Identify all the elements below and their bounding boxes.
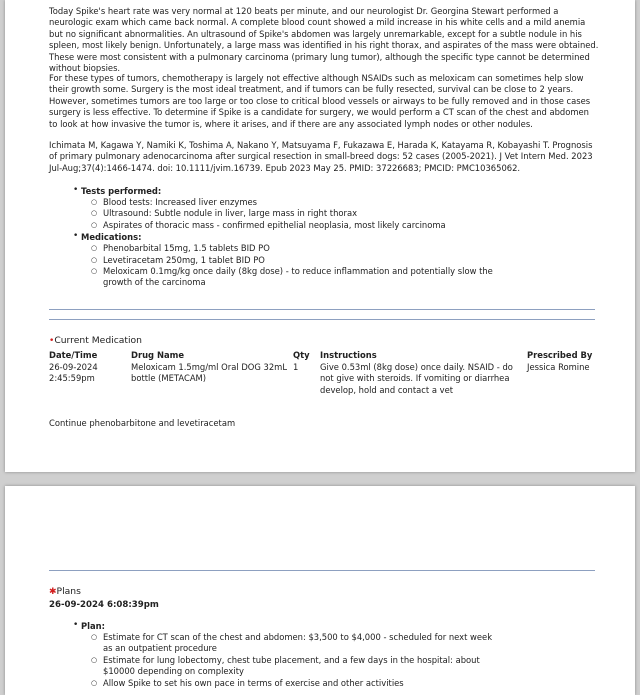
list-item: ○ Ultrasound: Subtle nodule in liver, large mass in right thorax bbox=[103, 208, 561, 219]
list-item: ○ Aspirates of thoracic mass - confirmed epithelial neoplasia, most likely carcinoma bbox=[103, 220, 561, 231]
plans-datetime: 26-09-2024 6:08:39pm bbox=[49, 600, 159, 610]
current-medication-title: •Current Medication bbox=[49, 335, 142, 346]
plan-heading: • Plan: bbox=[81, 621, 105, 631]
plan-list bbox=[81, 620, 521, 689]
list-item: ○ Phenobarbital 15mg, 1.5 tablets BID PO bbox=[103, 243, 523, 254]
pin-marker-icon: ✱ bbox=[49, 587, 57, 597]
plan-section bbox=[81, 620, 521, 689]
medications-list bbox=[103, 243, 523, 289]
bullet-marker-icon: • bbox=[49, 336, 55, 346]
plan-items-list bbox=[103, 632, 503, 689]
column-header-date: Date/Time bbox=[49, 350, 98, 360]
list-item: ○ Estimate for lung lobectomy, chest tube placement, and a few days in the hospital: about $10000 depending on complexity bbox=[103, 655, 503, 678]
list-item: ○ Allow Spike to set his own pace in terms of exercise and other activities bbox=[103, 678, 503, 689]
cell-time: 2:45:59pm bbox=[49, 373, 95, 383]
treatment-paragraph: For these types of tumors, chemotherapy is largely not effective although NSAIDs such as meloxicam can sometimes help slow their growth some. Surgery is the most ideal treatment, and if tumors can be fully resected, survival can be close to 2 years. However, sometimes tumors are too large or too close to critical blood vessels or airways to be fully removed and in those cases surgery is less effective. To determine if Spike is a candidate for surgery, we would perform a CT scan of the chest and abdomen to look at how invasive the tumor is, where it arises, and if there are any associated lymph nodes or other nodules. bbox=[49, 73, 591, 129]
list-item: ○ Estimate for CT scan of the chest and abdomen: $3,500 to $4,000 - scheduled for next week as an outpatient procedure bbox=[103, 632, 503, 655]
findings-list bbox=[81, 185, 561, 289]
exam-summary-paragraph: Today Spike's heart rate was very normal at 120 beats per minute, and our neurologist Dr. Georgina Stewart performed a neurologic exam which came back normal. A complete blood count showed a mild increase in his white cells and a mild anemia but no significant abnormalities. An ultrasound of Spike's abdomen was largely unremarkable, except for a subtle nodule in his spleen, most likely benign. Unfortunately, a large mass was identified in his right thorax, and aspirates of the mass were obtained. These were most consistent with a pulmonary carcinoma (primary lung tumor), although the specific type cannot be determined without biopsies. bbox=[49, 6, 599, 74]
cell-prescribed: Jessica Romine bbox=[527, 362, 590, 372]
column-header-instructions: Instructions bbox=[320, 350, 377, 360]
cell-instructions: Give 0.53ml (8kg dose) once daily. NSAID - do not give with steroids. If vomiting or diarrhea develop, hold and contact a vet bbox=[320, 362, 513, 395]
tests-list bbox=[103, 197, 561, 231]
divider bbox=[49, 309, 595, 310]
divider bbox=[49, 319, 595, 320]
divider bbox=[49, 570, 595, 571]
medication-note: Continue phenobarbitone and levetiracetam bbox=[49, 418, 236, 428]
tests-section bbox=[81, 185, 561, 231]
report-page-2 bbox=[5, 486, 635, 695]
column-header-qty: Qty bbox=[293, 350, 310, 360]
cell-qty: 1 bbox=[293, 362, 299, 372]
report-page-1 bbox=[5, 0, 635, 472]
medications-section bbox=[81, 231, 561, 289]
tests-heading: • Tests performed: bbox=[81, 186, 162, 196]
citation-paragraph: Ichimata M, Kagawa Y, Namiki K, Toshima A, Nakano Y, Matsuyama F, Fukazawa E, Harada K, Katayama R, Kobayashi T. Prognosis of primary pulmonary adenocarcinoma after surgical resection in small-breed dogs: 52 cases (2005-2021). J Vet Intern Med. 2023 Jul-Aug;37(4):1466-1474. doi: 10.1111/jvim.16739. Epub 2023 May 25. PMID: 37226683; PMCID: PMC10365062. bbox=[49, 140, 593, 173]
cell-date: 26-09-2024 bbox=[49, 362, 98, 372]
medications-heading: • Medications: bbox=[81, 232, 142, 243]
list-item: ○ Levetiracetam 250mg, 1 tablet BID PO bbox=[103, 255, 523, 266]
column-header-drug: Drug Name bbox=[131, 350, 185, 360]
plans-title: ✱Plans bbox=[49, 586, 81, 597]
list-item: ○ Meloxicam 0.1mg/kg once daily (8kg dose) - to reduce inflammation and potentially slow the growth of the carcinoma bbox=[103, 266, 523, 289]
cell-drug: Meloxicam 1.5mg/ml Oral DOG 32mL bottle (METACAM) bbox=[131, 362, 288, 384]
column-header-prescribed: Prescribed By bbox=[527, 350, 593, 360]
medication-table bbox=[49, 350, 609, 400]
list-item: ○ Blood tests: Increased liver enzymes bbox=[103, 197, 561, 208]
